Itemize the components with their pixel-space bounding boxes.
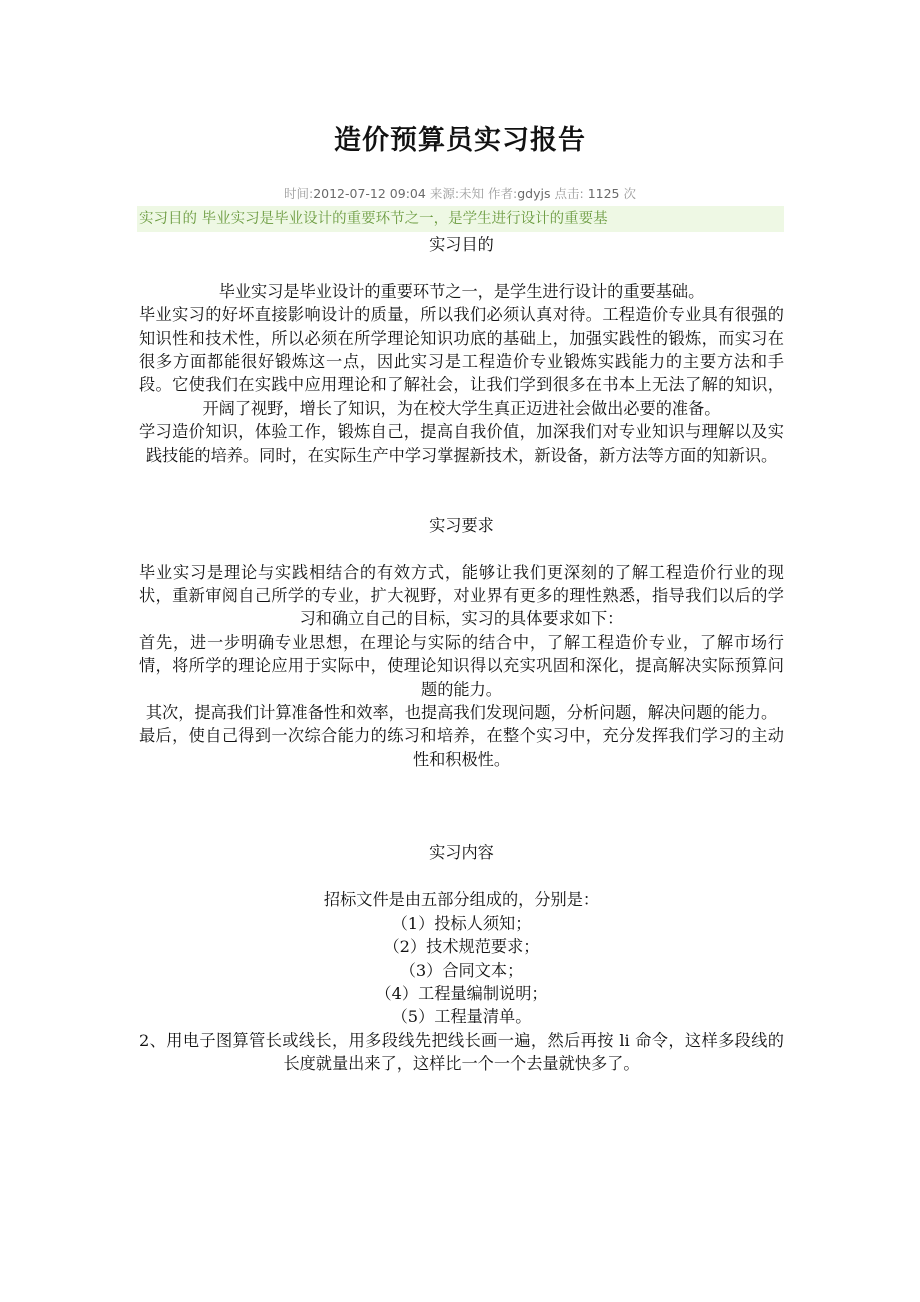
purpose-paragraph-2: 毕业实习的好坏直接影响设计的质量，所以我们必须认真对待。工程造价专业具有很强的知识性和技术性，所以必须在所学理论知识功底的基础上，加强实践性的锻炼，而实习在很多方面都能很好锻炼这一点，因此实习是工程造价专业锻炼实践能力的主要方法和手段。它使我们在实践中应用理论和了解社会，让我们学到很多在书本上无法了解的知识，开阔了视野，增长了知识，为在校大学生真正迈进社会做出必要的准备。 xyxy=(139,305,784,418)
source-value: 未知 xyxy=(459,186,485,201)
source-label: 来源: xyxy=(429,186,460,201)
content-list-item: （3）合同文本； xyxy=(399,960,524,980)
section-heading-purpose: 实习目的 xyxy=(429,235,494,254)
content-list-item: （5）工程量清单。 xyxy=(391,1007,532,1027)
purpose-paragraph-1: 毕业实习是毕业设计的重要环节之一，是学生进行设计的重要基础。 xyxy=(218,281,705,301)
spacer xyxy=(139,467,784,514)
section-heading-content: 实习内容 xyxy=(429,843,494,863)
content-list-item: （4）工程量编制说明； xyxy=(375,983,548,1003)
spacer xyxy=(139,256,784,279)
page-title: 造价预算员实习报告 xyxy=(334,125,586,156)
time-value: 2012-07-12 09:04 xyxy=(313,186,426,201)
content-intro: 招标文件是由五部分组成的，分别是： xyxy=(323,890,600,910)
spacer xyxy=(139,537,784,560)
requirements-paragraph-3: 其次，提高我们计算准备性和效率，也提高我们发现问题，分析问题，解决问题的能力。 xyxy=(145,703,778,723)
summary-banner xyxy=(137,206,784,232)
requirements-paragraph-2: 首先，进一步明确专业思想，在理论与实际的结合中，了解工程造价专业，了解市场行情，将所学的理论应用于实际中，使理论知识得以充实巩固和深化，提高解决实际预算问题的能力。 xyxy=(139,632,784,699)
content-note: 2、用电子图算管长或线长，用多段线先把线长画一遍，然后再按 li 命令，这样多段线的长度就量出来了，这样比一个一个去量就快多了。 xyxy=(139,1030,784,1074)
clicks-label: 点击: xyxy=(554,186,584,201)
spacer xyxy=(139,865,784,888)
clicks-value: 1125 xyxy=(587,186,620,201)
author-value: gdyjs xyxy=(517,186,551,201)
purpose-paragraph-3: 学习造价知识，体验工作，锻炼自己，提高自我价值，加深我们对专业知识与理解以及实践技能的培养。同时，在实际生产中学习掌握新技术，新设备，新方法等方面的知新识。 xyxy=(139,422,784,465)
spacer xyxy=(139,771,784,841)
content-list-item: （2）技术规范要求； xyxy=(383,937,540,957)
clicks-unit: 次 xyxy=(623,186,637,201)
article-meta xyxy=(0,184,920,202)
time-label: 时间: xyxy=(283,186,314,201)
requirements-paragraph-4: 最后，使自己得到一次综合能力的练习和培养，在整个实习中，充分发挥我们学习的主动性和积极性。 xyxy=(139,726,784,769)
author-label: 作者: xyxy=(488,186,518,201)
content-list-item: （1）投标人须知； xyxy=(391,913,532,933)
summary-text: 实习目的 毕业实习是毕业设计的重要环节之一，是学生进行设计的重要基 xyxy=(139,211,608,227)
article-body xyxy=(139,233,784,1076)
section-heading-requirements: 实习要求 xyxy=(429,515,494,535)
requirements-paragraph-1: 毕业实习是理论与实践相结合的有效方式，能够让我们更深刻的了解工程造价行业的现状，重新审阅自己所学的专业，扩大视野，对业界有更多的理性熟悉，指导我们以后的学习和确立自己的目标，实习的具体要求如下： xyxy=(139,562,784,629)
